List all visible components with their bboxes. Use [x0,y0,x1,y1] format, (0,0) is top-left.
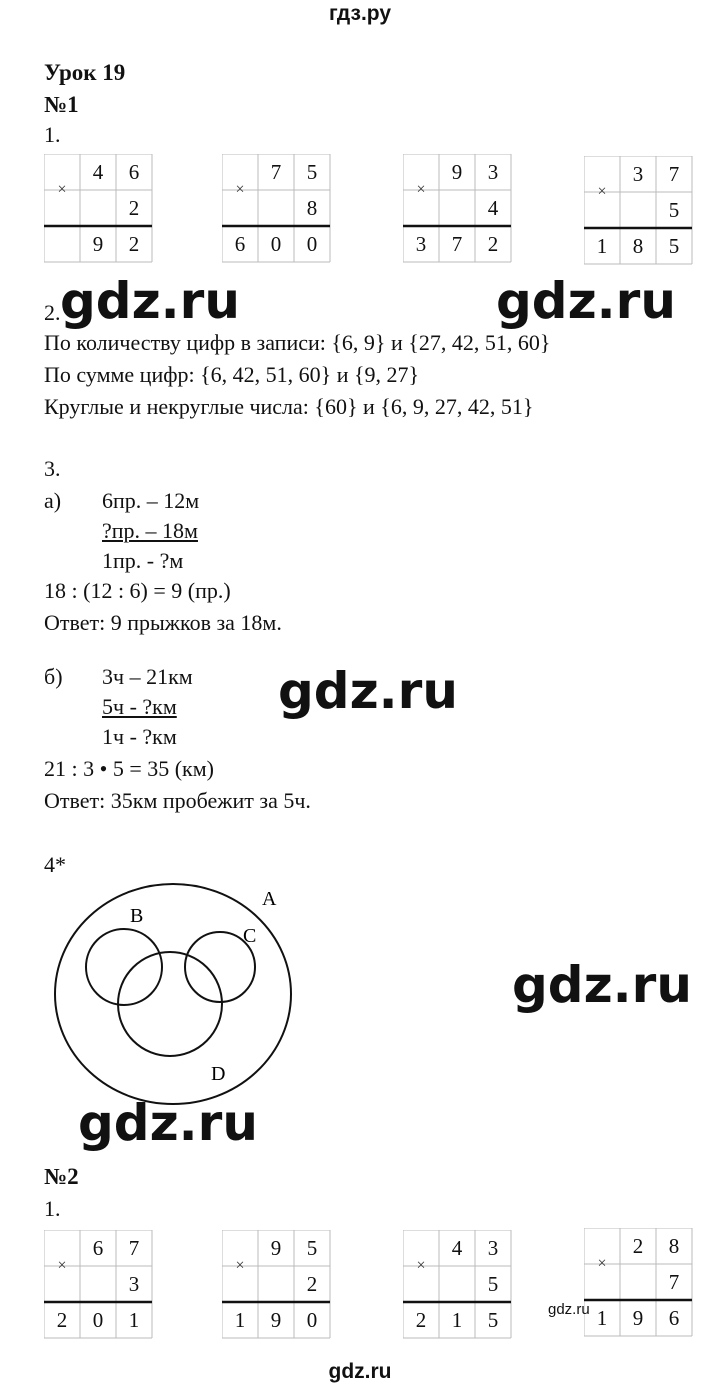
product-digit: 6 [234,231,246,256]
product-digit: 1 [451,1307,463,1332]
product-digit: 5 [487,1307,499,1332]
multiplier-digit [80,190,116,226]
watermark: gdz.ru [496,272,676,330]
product-digit: 1 [596,1305,608,1330]
multiplicand-digit: 6 [128,159,140,184]
multiplication-grid [44,154,152,262]
item-4-label: 4* [44,852,66,877]
product-digit: 0 [306,1307,318,1332]
sec3a-line3: 1пр. - ?м [102,548,184,573]
product-digit: 9 [270,1307,282,1332]
set-b-circle [86,929,162,1005]
times-sign: × [597,183,607,200]
multiplicand-digit: 4 [451,1235,463,1260]
multiplicand-digit: 3 [487,159,499,184]
label-c: C [243,925,257,947]
multiplication-grid [403,154,511,262]
multiplication-grid [222,154,330,262]
label-a: A [262,888,277,910]
product-digit: 2 [487,231,499,256]
watermark: gdz.ru [78,1094,258,1152]
product-digit: 9 [92,231,104,256]
multiplicand-digit: 5 [306,1235,318,1260]
venn-diagram [40,870,310,1120]
multiplicand-digit: 3 [632,161,644,186]
product-digit: 8 [632,233,644,258]
product-digit: 1 [234,1307,246,1332]
multiplier-digit: 3 [128,1271,140,1296]
times-sign: × [597,1255,607,1272]
multiplication-grid [44,1230,152,1338]
site-header: гдз.ру [328,2,392,25]
multiplier-digit: 4 [487,195,499,220]
times-sign: × [416,1257,426,1274]
item-3-label: 3. [44,456,61,481]
product-digit: 3 [415,231,427,256]
sec2-line1: По количеству цифр в записи: {6, 9} и {27, 42, 51, 60} [44,330,551,355]
sec3a-label: а) [44,488,62,513]
label-b: B [130,905,144,927]
sec3a-line2: ?пр. – 18м [102,518,198,543]
sec3a-answer: Ответ: 9 прыжков за 18м. [44,610,282,635]
product-digit: 2 [128,231,140,256]
times-sign: × [57,1257,67,1274]
multiplier-digit [80,1266,116,1302]
watermark: gdz.ru [60,272,240,330]
multiplicand-digit: 8 [668,1233,680,1258]
sec3b-line3: 1ч - ?км [102,724,177,749]
multiplier-digit [620,192,656,228]
multiplicand-digit: 3 [487,1235,499,1260]
sec3b-label: б) [44,664,63,689]
multiplicand-digit: 7 [668,161,680,186]
sec3b-line1: 3ч – 21км [102,664,193,689]
multiplier-digit [620,1264,656,1300]
watermark: gdz.ru [278,662,458,720]
product-digit: 1 [596,233,608,258]
item-2-label: 2. [44,300,61,325]
label-d: D [211,1063,226,1085]
task1-title: №1 [44,92,79,117]
product-digit: 5 [668,233,680,258]
sec3a-calc: 18 : (12 : 6) = 9 (пр.) [44,578,231,603]
product-digit: 0 [306,231,318,256]
times-sign: × [57,181,67,198]
multiplicand-digit: 9 [451,159,463,184]
multiplicand-digit: 6 [92,1235,104,1260]
product-digit [44,226,80,262]
sec3b-calc: 21 : 3 • 5 = 35 (км) [44,756,214,781]
item-1-label: 1. [44,122,61,147]
watermark-small: gdz.ru [548,1301,590,1318]
sec3b-line2: 5ч - ?км [102,694,177,719]
product-digit: 6 [668,1305,680,1330]
multiplier-digit: 2 [306,1271,318,1296]
multiplier-digit [258,190,294,226]
product-digit: 2 [56,1307,68,1332]
times-sign: × [235,181,245,198]
multiplier-digit [439,1266,475,1302]
multiplication-grid [222,1230,330,1338]
multiplier-digit: 7 [668,1269,680,1294]
multiplier-digit [258,1266,294,1302]
multiplication-grid [584,156,692,264]
sec3b-answer: Ответ: 35км пробежит за 5ч. [44,788,311,813]
task2-item-1-label: 1. [44,1196,61,1221]
times-sign: × [235,1257,245,1274]
product-digit: 0 [92,1307,104,1332]
multiplier-digit: 8 [306,195,318,220]
multiplicand-digit: 5 [306,159,318,184]
multiplicand-digit: 7 [128,1235,140,1260]
footer-watermark: gdz.ru [328,1360,392,1383]
multiplicand-digit: 2 [632,1233,644,1258]
product-digit: 2 [415,1307,427,1332]
watermark: gdz.ru [512,956,692,1014]
multiplier-digit [439,190,475,226]
sec2-line3: Круглые и некруглые числа: {60} и {6, 9, 27, 42, 51} [44,394,534,419]
multiplicand-digit: 9 [270,1235,282,1260]
multiplier-digit: 5 [487,1271,499,1296]
multiplication-grid [403,1230,511,1338]
product-digit: 1 [128,1307,140,1332]
multiplicand-digit: 4 [92,159,104,184]
multiplicand-digit: 7 [270,159,282,184]
product-digit: 7 [451,231,463,256]
product-digit: 9 [632,1305,644,1330]
task2-title: №2 [44,1164,79,1189]
multiplication-grid [584,1228,692,1336]
sec2-line2: По сумме цифр: {6, 42, 51, 60} и {9, 27} [44,362,420,387]
times-sign: × [416,181,426,198]
lesson-title: Урок 19 [44,60,126,85]
multiplier-digit: 5 [668,197,680,222]
sec3a-line1: 6пр. – 12м [102,488,200,513]
product-digit: 0 [270,231,282,256]
set-a-ellipse [55,884,291,1104]
multiplier-digit: 2 [128,195,140,220]
